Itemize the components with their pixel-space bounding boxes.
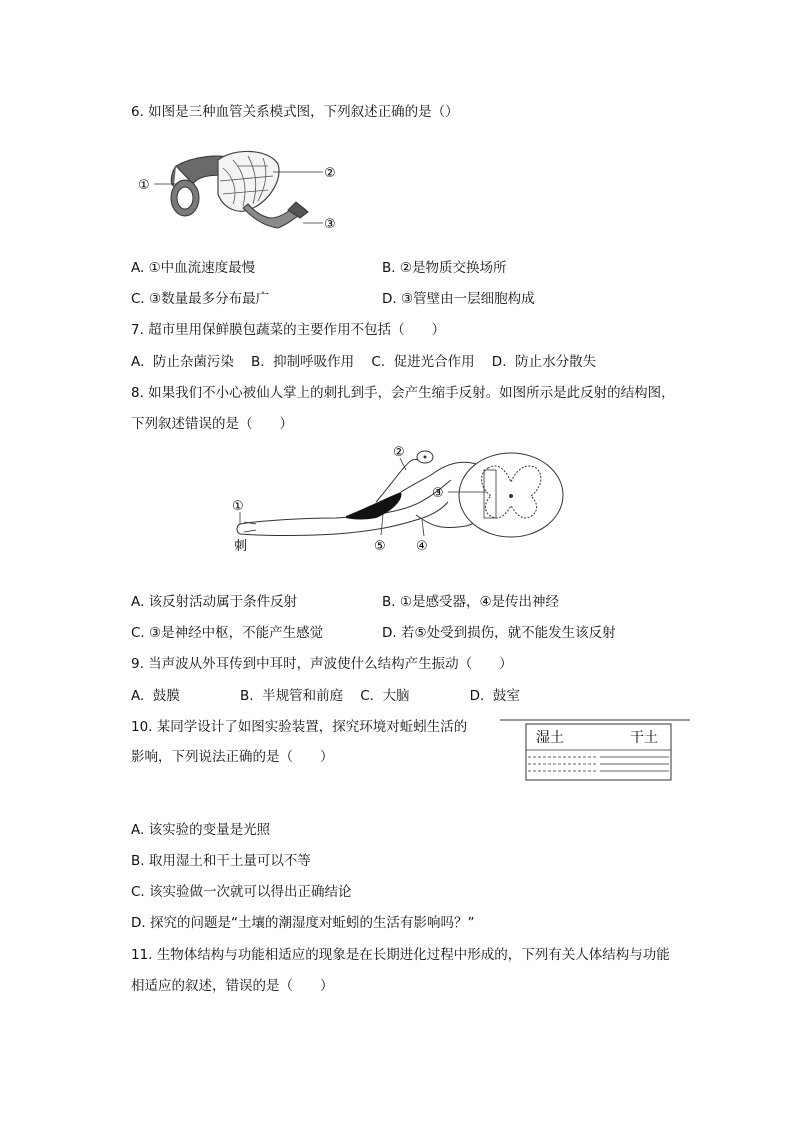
reflex-label-3: ③ [432,486,444,501]
blood-vessel-figure [138,146,343,241]
dry-soil-label: 干土 [630,730,658,746]
q8-option-a[interactable]: A. 该反射活动属于条件反射 [131,594,298,610]
q10-option-c[interactable]: C. 该实验做一次就可以得出正确结论 [131,884,352,900]
reflex-label-4: ④ [416,539,428,554]
q10-option-a[interactable]: A. 该实验的变量是光照 [131,822,271,838]
reflex-arc-figure [226,440,576,555]
fig-label-2: ② [324,166,336,181]
reflex-label-5: ⑤ [374,539,386,554]
q6-option-b[interactable]: B. ②是物质交换场所 [382,260,507,276]
q8-stem-line2: 下列叙述错误的是（ ） [131,416,293,432]
q10-stem-line2: 影响，下列说法正确的是（ ） [131,749,334,765]
q10-stem-line1: 10. 某同学设计了如图实验装置，探究环境对蚯蚓生活的 [131,719,468,735]
q10-option-b[interactable]: B. 取用湿土和干土量可以不等 [131,853,311,869]
reflex-label-2: ② [393,445,405,460]
q8-option-c[interactable]: C. ③是神经中枢，不能产生感觉 [131,625,324,641]
fig-label-3: ③ [324,217,336,232]
q7-stem: 7. 超市里用保鲜膜包蔬菜的主要作用不包括（ ） [131,322,446,338]
q7-options[interactable]: A. 防止杂菌污染 B. 抑制呼吸作用 C. 促进光合作用 D. 防止水分散失 [131,354,597,370]
q6-option-a[interactable]: A. ①中血流速度最慢 [131,260,256,276]
soil-experiment-figure [500,716,695,784]
wet-soil-label: 湿土 [536,730,564,746]
reflex-label-thorn: 刺 [234,539,248,554]
q11-stem-line1: 11. 生物体结构与功能相适应的现象是在长期进化过程中形成的，下列有关人体结构与功能 [131,947,670,963]
q9-options[interactable]: A. 鼓膜 B. 半规管和前庭 C. 大脑 D. 鼓室 [131,688,520,704]
q11-stem-line2: 相适应的叙述，错误的是（ ） [131,978,334,994]
q8-option-d[interactable]: D. 若⑤处受到损伤，就不能发生该反射 [382,625,616,641]
q10-option-d[interactable]: D. 探究的问题是“土壤的潮湿度对蚯蚓的生活有影响吗？” [131,915,475,931]
reflex-label-1: ① [232,499,244,514]
q8-option-b[interactable]: B. ①是感受器，④是传出神经 [382,594,560,610]
q6-stem: 6. 如图是三种血管关系模式图，下列叙述正确的是（） [131,104,459,120]
q9-stem: 9. 当声波从外耳传到中耳时，声波使什么结构产生振动（ ） [131,656,513,672]
q8-stem-line1: 8. 如果我们不小心被仙人掌上的刺扎到手，会产生缩手反射。如图所示是此反射的结构图， [131,385,675,401]
q6-option-d[interactable]: D. ③管壁由一层细胞构成 [382,291,535,307]
q6-option-c[interactable]: C. ③数量最多分布最广 [131,291,270,307]
fig-label-1: ① [138,178,150,193]
